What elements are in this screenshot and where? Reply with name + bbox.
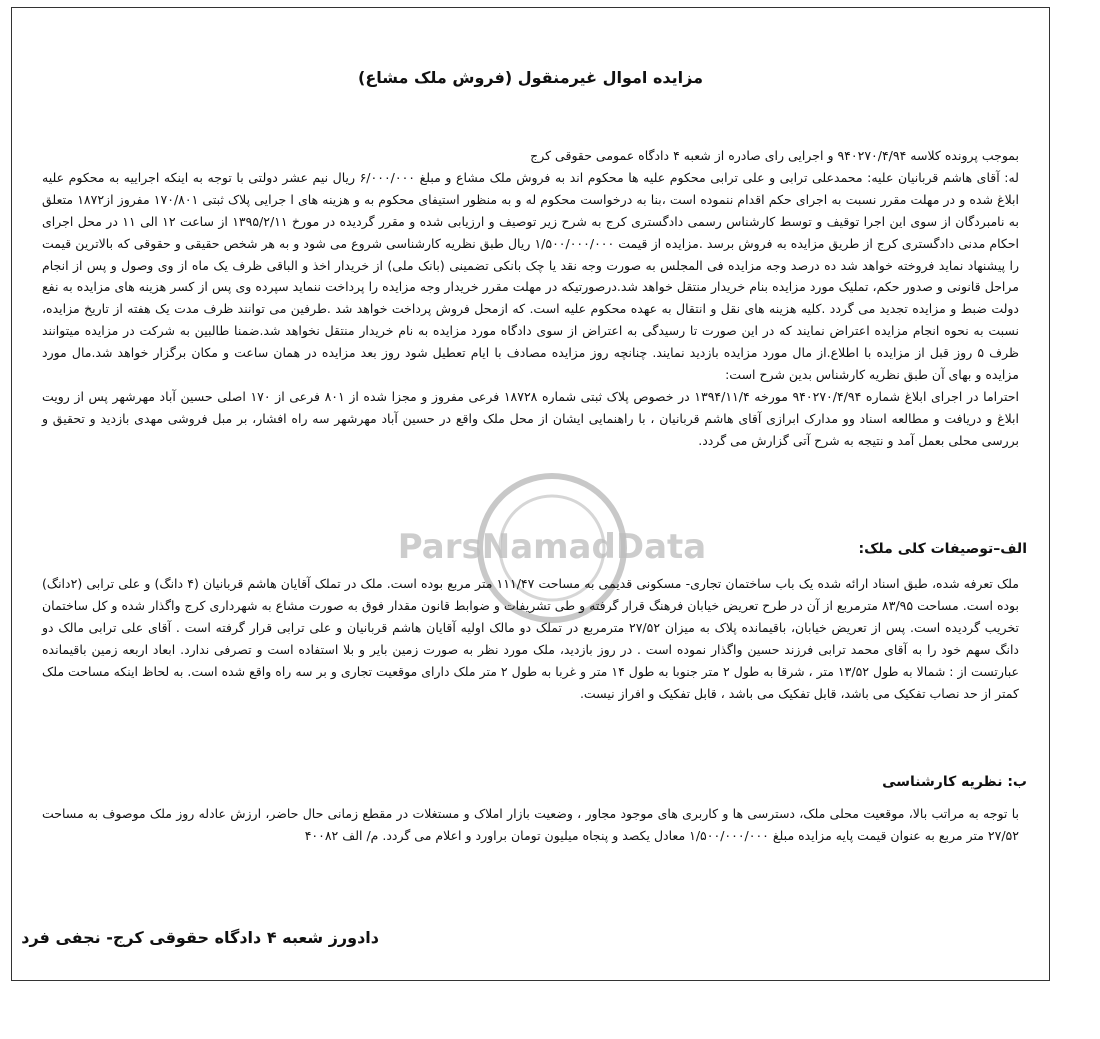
section-a-body: ملک تعرفه شده، طبق اسناد ارائه شده یک باب ساختمان تجاری- مسکونی قدیمی به مساحت ۱۱۱/۴۷ متر مربع بوده است. ملک در تملک آقایان هاشم قربانیان (۴ دانگ) و علی ترابی (۲دانگ) بوده است. مساحت ۸۳/۹۵ مترمربع از آن در طرح تعریض خیابان فرهنگ قرار گرفته و طی تشریفات و ضوابط قانون مقدار فوق به صورت مشاع به شهرداری کرج واگذار شده و کل ساختمان تخریب گردیده است. پس از تعریض خیابان، باقیمانده پلاک به میزان ۲۷/۵۲ مترمربع در تملک دو مالک اولیه آقایان هاشم قربانیان و علی ترابی قرار گرفته است . آقای علی ترابی مالک دو دانگ سهم خود را به آقای محمد ترابی فرزند حسین واگذار نموده است . در روز بازدید، ملک مورد نظر به صورت زمین بایر و بلا استفاده است و تصرفی ندارد. ابعاد اربعه زمین باقیمانده عبارتست از : شمالا به طول ۱۳/۵۲ متر ، شرقا به طول ۲ متر جنوبا به طول ۱۴ متر و غربا به طول ۲ متر ملک دارای موقعیت تجاری و بر سه راه واقع شده است. به لحاظ اینکه مساحت ملک کمتر از حد نصاب تفکیک می باشد، قابل تفکیک می باشد ، قابل تفکیک و افراز نیست. xyxy=(42,576,1019,701)
section-b-heading: ب: نظریه کارشناسی xyxy=(882,774,1027,790)
section-b-body: با توجه به مراتب بالا، موقعیت محلی ملک، دسترسی ها و کاربری های موجود مجاور ، وضعیت بازار املاک و مستغلات در مقطع زمانی حال حاضر، ارزش عادله روز ملک موصوف به مساحت ۲۷/۵۲ متر مربع به عنوان قیمت پایه مزایده مبلغ ۱/۵۰۰/۰۰۰/۰۰۰ معادل یکصد و پنجاه میلیون تومان براورد و اعلام می گردد. م/ الف ۴۰۰۸۲ xyxy=(42,806,1019,843)
notice-body xyxy=(42,145,1019,452)
section-a-heading: الف–توصیفات کلی ملک: xyxy=(858,541,1027,557)
watermark-text: ParsNamadData xyxy=(397,527,707,567)
notice-frame xyxy=(11,7,1050,981)
notice-title: مزایده اموال غیرمنقول (فروش ملک مشاع) xyxy=(358,68,703,87)
expert-paragraph: احتراما در اجرای ابلاغ شماره ۹۴۰۲۷۰/۴/۹۴ مورخه ۱۳۹۴/۱۱/۴ در خصوص پلاک ثبتی شماره ۱۸۷۲۸ فرعی مفروز و مجزا شده از ۸۰۱ فرعی از ۱۷۰ اصلی حسین آباد مهرشهر پس از رویت ابلاغ و دریافت و مطالعه اسناد وو مدارک ابرازی آقای هاشم قربانیان ، با راهنمایی ایشان از محل ملک واقع در حسین آباد مهرشهر سه راه افشار، بر مبل فروشی مهدی بازدید و تحقیق و بررسی محلی بعمل آمد و نتیجه به شرح آتی گزارش می گردد. xyxy=(42,388,1019,448)
signature: دادورز شعبه ۴ دادگاه حقوقی کرج- نجفی فرد xyxy=(21,928,379,947)
intro-line: بموجب پرونده کلاسه ۹۴۰۲۷۰/۴/۹۴ و اجرایی رای صادره از شعبه ۴ دادگاه عمومی حقوقی کرج xyxy=(530,148,1019,163)
intro-paragraph: له: آقای هاشم قربانیان علیه: محمدعلی ترابی و علی ترابی محکوم علیه ها محکوم اند به فروش ملک مشاع و مبلغ ۶/۰۰۰/۰۰۰ ریال نیم عشر دولتی با توجه به اینکه اجراییه به محکوم علیه ابلاغ شده و در مهلت مقرر نسبت به اجرای حکم اقدام ننموده است ،بنا به درخواست محکوم له و به منظور استیفای محکوم به و هزینه های ا جرایی پلاک ثبتی ۱۷۰/۸۰۱ مفروز از۱۸۷۲ متعلق به نامبردگان از سوی این اجرا توقیف و توسط کارشناس رسمی دادگستری کرج به شرح زیر توصیف و ارزیابی شده و مقرر گردیده در مورخ ۱۳۹۵/۲/۱۱ از ساعت ۱۲ الی ۱۱ در محل اجرای احکام مدنی دادگستری کرج از طریق مزایده به فروش برسد .مزایده از قیمت ۱/۵۰۰/۰۰۰/۰۰۰ ریال طبق نظریه کارشناسی شروع می شود و به هر شخص حقیقی و حقوقی که بالاترین قیمت را پیشنهاد نماید فروخته خواهد شد ده درصد وجه مزایده فی المجلس به صورت وجه نقد یا چک بانکی تضمینی (بانک ملی) از خریدار اخذ و الباقی ظرف یک ماه از وی وصول و پس از انجام مراحل قانونی و صدور حکم، تملیک مورد مزایده بنام خریدار منتقل خواهد شد.درصورتیکه در مهلت مقرر خریدار وجه مزایده را پرداخت ننماید سپرده وی پس از کسر هزینه های مزایده به نفع دولت ضبط و مزایده تجدید می گردد .کلیه هزینه های نقل و انتقال به عهده محکوم علیه است. که ازمحل فروش پرداخت خواهد شد .طرفین می توانند ظرف مدت یک هفته از تاریخ مزایده، نسبت به نحوه انجام مزایده اعتراض نمایند که در این صورت تا رسیدگی به اعتراض از سوی دادگاه مورد مزایده به نام خریدار منتقل نخواهد شد.ضمنا طالبین به شرکت در مزایده میتوانند ظرف ۵ روز قبل از مزایده با اطلاع.از مال مورد مزایده بازدید نمایند. چنانچه روز مزایده مصادف با ایام تعطیل شود روز بعد مزایده در همان ساعت و مکان برگزار خواهد شد.مال مورد مزایده و بهای آن طبق نظریه کارشناس بدین شرح است: xyxy=(42,169,1019,383)
